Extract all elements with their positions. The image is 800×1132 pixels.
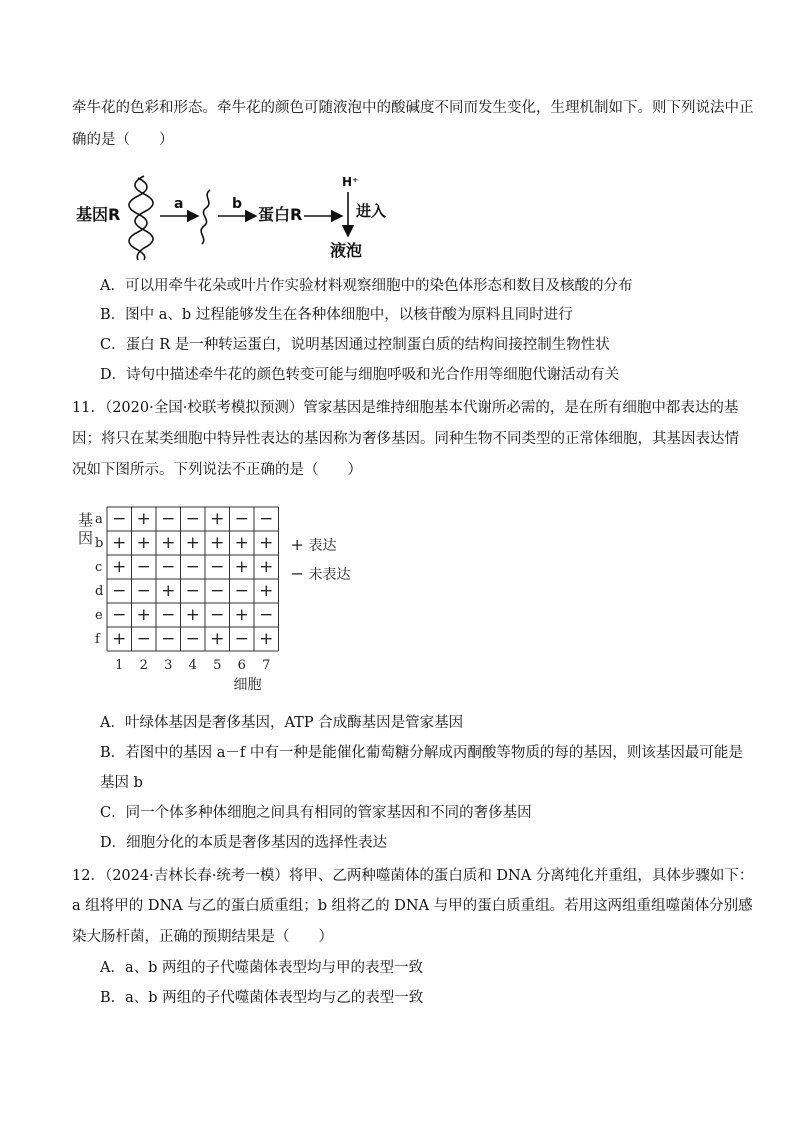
expression-cell: +: [259, 533, 274, 553]
expression-cell: −: [259, 605, 274, 625]
gene-row-label: d: [95, 584, 104, 599]
expression-cell: −: [136, 629, 151, 649]
expression-cell: +: [161, 533, 176, 553]
step-a-label: a: [174, 196, 184, 212]
legend-minus-symbol: −: [290, 564, 304, 583]
q11-option-c: C．同一个体多种体细胞之间具有相同的管家基因和不同的奢侈基因: [100, 805, 532, 821]
q10-option-b: B．图中 a、b 过程能够发生在各种体细胞中，以核苷酸为原料且同时进行: [100, 307, 573, 323]
expression-cell: −: [136, 557, 151, 577]
legend-minus-label: 未表达: [308, 567, 351, 583]
expression-cell: +: [234, 533, 249, 553]
gene-row-label: c: [95, 560, 103, 575]
expression-cell: +: [185, 605, 200, 625]
expression-cell: +: [112, 629, 127, 649]
cell-col-label: 6: [237, 658, 246, 673]
cell-col-label: 3: [164, 658, 173, 673]
legend-plus-symbol: +: [290, 535, 304, 554]
q11-line-1: 11．（2020·全国·校联考模拟预测）管家基因是维持细胞基本代谢所必需的，是在所有细胞中都表达的基: [72, 400, 739, 416]
vacuole-label: 液泡: [330, 241, 363, 260]
gene-row-label: f: [95, 632, 100, 647]
expression-cell: −: [112, 509, 127, 529]
h-ion-label: H⁺: [342, 175, 359, 189]
gene-axis-title-1: 基: [78, 511, 94, 529]
gene-mechanism-diagram: [72, 172, 412, 262]
expression-cell: +: [161, 581, 176, 601]
q11-option-b-line-2: 基因 b: [100, 775, 143, 791]
expression-cell: −: [161, 605, 176, 625]
expression-cell: +: [136, 509, 151, 529]
q10-option-d: D．诗句中描述牵牛花的颜色转变可能与细胞呼吸和光合作用等细胞代谢活动有关: [100, 367, 620, 383]
mrna-strand-icon: [201, 190, 210, 244]
intro-line-2: 确的是（ ）: [72, 132, 174, 148]
intro-line-1: 牵牛花的色彩和形态。牵牛花的颜色可随液泡中的酸碱度不同而发生变化，生理机制如下。则下列说法中正: [72, 100, 754, 116]
expression-cell: −: [185, 509, 200, 529]
expression-cell: +: [259, 557, 274, 577]
expression-cell: +: [210, 509, 225, 529]
expression-cell: +: [112, 557, 127, 577]
expression-cell: +: [234, 605, 249, 625]
cell-col-label: 7: [262, 658, 271, 673]
expression-cell: +: [210, 533, 225, 553]
protein-r-label: 蛋白R: [258, 205, 303, 224]
expression-cell: −: [136, 581, 151, 601]
expression-cell: +: [259, 629, 274, 649]
dna-helix-icon: [129, 176, 153, 260]
cell-col-label: 2: [139, 658, 148, 673]
expression-cell: +: [136, 605, 151, 625]
q11-option-b-line-1: B．若图中的基因 a－f 中有一种是能催化葡萄糖分解成丙酮酸等物质的每的基因，则该基因最可能是: [100, 745, 743, 761]
q11-line-3: 况如下图所示。下列说法不正确的是（ ）: [72, 462, 362, 478]
expression-cell: −: [185, 581, 200, 601]
expression-cell: −: [210, 557, 225, 577]
legend-plus-label: 表达: [308, 538, 337, 554]
cell-axis-title: 细胞: [233, 677, 262, 693]
expression-cell: +: [259, 581, 274, 601]
expression-cell: −: [161, 629, 176, 649]
q10-option-a: A．可以用牵牛花朵或叶片作实验材料观察细胞中的染色体形态和数目及核酸的分布: [100, 278, 633, 294]
expression-cell: −: [210, 605, 225, 625]
expression-cell: +: [210, 629, 225, 649]
expression-cell: +: [112, 533, 127, 553]
gene-row-label: b: [95, 536, 104, 551]
expression-cell: −: [161, 557, 176, 577]
q11-line-2: 因；将只在某类细胞中特异性表达的基因称为奢侈基因。同种生物不同类型的正常体细胞，其基因表达情: [72, 431, 739, 447]
expression-cell: −: [161, 509, 176, 529]
expression-cell: −: [185, 629, 200, 649]
expression-cell: −: [210, 581, 225, 601]
q12-option-b: B．a、b 两组的子代噬菌体表型均与乙的表型一致: [100, 990, 424, 1006]
expression-cell: −: [112, 605, 127, 625]
expression-cell: +: [234, 557, 249, 577]
expression-cell: +: [185, 533, 200, 553]
expression-cell: −: [234, 629, 249, 649]
q12-line-1: 12．（2024·吉林长春·统考一模）将甲、乙两种噬菌体的蛋白质和 DNA 分离纯化并重组，具体步骤如下：: [72, 868, 754, 884]
expression-cell: −: [234, 581, 249, 601]
gene-axis-title-2: 因: [78, 529, 94, 547]
cell-col-label: 1: [115, 658, 124, 673]
gene-row-label: a: [95, 512, 103, 527]
q11-option-d: D．细胞分化的本质是奢侈基因的选择性表达: [100, 835, 388, 851]
enter-label: 进入: [356, 202, 387, 220]
cell-col-label: 4: [188, 658, 197, 673]
q10-option-c: C．蛋白 R 是一种转运蛋白，说明基因通过控制蛋白质的结构间接控制生物性状: [100, 337, 610, 353]
gene-r-label: 基因R: [76, 205, 121, 224]
expression-cell: −: [185, 557, 200, 577]
expression-cell: −: [259, 509, 274, 529]
q11-option-a: A．叶绿体基因是奢侈基因，ATP 合成酶基因是管家基因: [100, 715, 464, 731]
expression-cell: +: [136, 533, 151, 553]
q12-line-3: 染大肠杆菌，正确的预期结果是（ ）: [72, 929, 333, 945]
gene-expression-grid: [72, 505, 392, 695]
expression-cell: −: [112, 581, 127, 601]
step-b-label: b: [232, 196, 243, 212]
gene-row-label: e: [95, 608, 103, 623]
expression-cell: −: [234, 509, 249, 529]
q12-option-a: A．a、b 两组的子代噬菌体表型均与甲的表型一致: [100, 960, 424, 976]
q12-line-2: a 组将甲的 DNA 与乙的蛋白质重组；b 组将乙的 DNA 与甲的蛋白质重组。若用这两组重组噬菌体分别感: [72, 898, 753, 914]
cell-col-label: 5: [213, 658, 222, 673]
